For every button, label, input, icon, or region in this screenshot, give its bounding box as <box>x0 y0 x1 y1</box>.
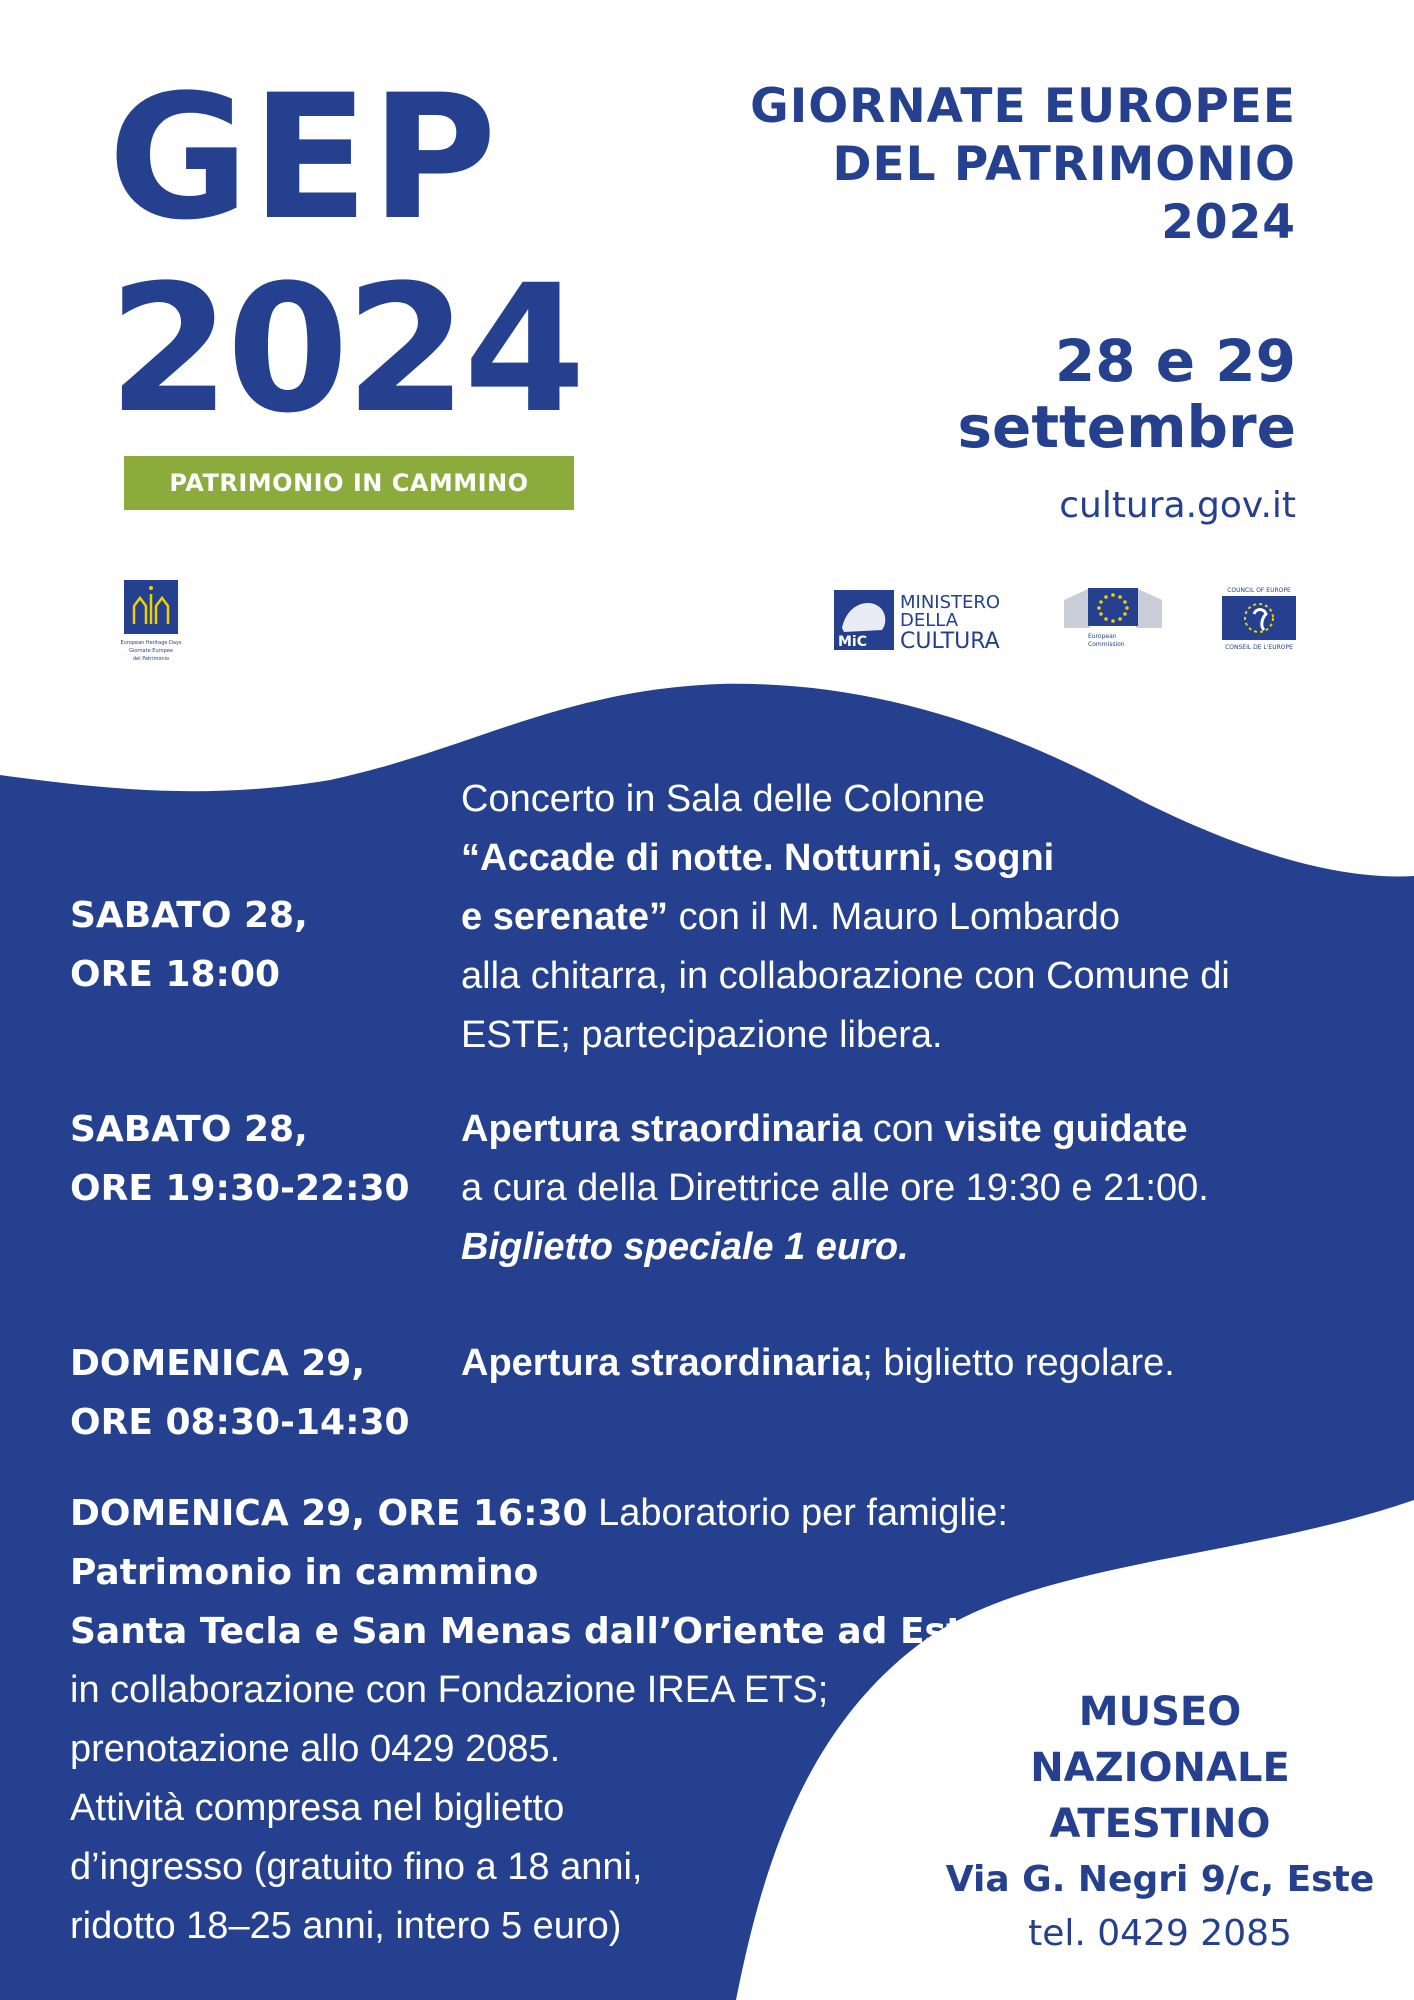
event-2-description <box>461 1100 1209 1277</box>
event-4-line: d’ingresso (gratuito fino a 18 anni, <box>70 1846 643 1888</box>
event-4 <box>70 1484 1008 1956</box>
coe-top-caption: COUNCIL OF EUROPE <box>1227 587 1291 594</box>
ec-caption-2: Commission <box>1088 641 1125 648</box>
event-1-description <box>461 770 1230 1065</box>
event-3-opening: Apertura straordinaria <box>461 1342 863 1384</box>
museum-name-line: NAZIONALE <box>1030 1745 1290 1791</box>
gep-logo-word: GEP <box>108 57 499 258</box>
event-2-when <box>70 1100 410 1218</box>
event-title-line: 2024 <box>1161 195 1296 250</box>
event-1-line: alla chitarra, in collaborazione con Comune di <box>461 955 1230 997</box>
event-title-line: DEL PATRIMONIO <box>832 137 1296 192</box>
event-1-day: SABATO 28, <box>70 895 308 936</box>
event-4-line: Attività compresa nel biglietto <box>70 1787 565 1829</box>
event-2-ticket: Biglietto speciale 1 euro. <box>461 1226 909 1268</box>
event-3-day: DOMENICA 29, <box>70 1343 366 1384</box>
event-4-subtitle: Santa Tecla e San Menas dall’Oriente ad Este <box>70 1611 988 1652</box>
event-4-line: in collaborazione con Fondazione IREA ETS; <box>70 1669 829 1711</box>
ministero-cultura-logo <box>834 588 1016 652</box>
mic-line-1: MINISTERO <box>900 592 1001 613</box>
event-2-opening: Apertura straordinaria <box>461 1108 863 1150</box>
event-2-line <box>461 1100 1209 1159</box>
mic-line-3: CULTURA <box>900 629 1000 652</box>
event-1-concert-title-end: e serenate” <box>461 896 669 938</box>
event-4-when: DOMENICA 29, ORE 16:30 <box>70 1493 588 1534</box>
event-dates-month: settembre <box>957 393 1296 461</box>
ehd-caption-3: del Patrimonio <box>132 656 170 662</box>
museum-phone[interactable]: tel. 0429 2085 <box>1028 1913 1292 1954</box>
event-4-type: Laboratorio per famiglie: <box>587 1492 1008 1534</box>
museum-name <box>880 1684 1414 1852</box>
museum-name-line: ATESTINO <box>1049 1801 1271 1847</box>
event-1-line <box>461 888 1230 947</box>
event-2-time: ORE 19:30-22:30 <box>70 1168 410 1209</box>
event-1-when <box>70 886 308 1004</box>
event-dates-days: 28 e 29 <box>1054 327 1296 395</box>
event-3-line <box>461 1334 1175 1393</box>
event-1-time: ORE 18:00 <box>70 954 281 995</box>
event-3-time: ORE 08:30-14:30 <box>70 1402 410 1443</box>
event-3-description <box>461 1334 1175 1393</box>
ehd-caption-2: Giornate Europee <box>129 648 173 654</box>
ehd-caption-1: European Heritage Days <box>120 640 182 646</box>
event-3-ticket: ; biglietto regolare. <box>862 1342 1175 1384</box>
event-3-when <box>70 1334 410 1452</box>
council-of-europe-logo <box>1218 584 1300 652</box>
event-4-line: ridotto 18–25 anni, intero 5 euro) <box>70 1905 622 1947</box>
museum-address: Via G. Negri 9/c, Este <box>945 1859 1375 1900</box>
website-link[interactable]: cultura.gov.it <box>1059 485 1296 526</box>
event-2-guided-tours: visite guidate <box>944 1108 1188 1150</box>
mic-mark: MiC <box>838 634 868 650</box>
event-2-connector: con <box>862 1108 945 1150</box>
museum-name-line: MUSEO <box>1078 1689 1242 1735</box>
event-1-line: Concerto in Sala delle Colonne <box>461 778 985 820</box>
event-1-line: ESTE; partecipazione libera. <box>461 1014 943 1056</box>
event-4-booking: prenotazione allo 0429 2085. <box>70 1728 561 1770</box>
event-title <box>750 78 1296 252</box>
patrimonio-in-cammino-badge: PATRIMONIO IN CAMMINO <box>124 456 574 510</box>
european-commission-logo <box>1060 580 1166 650</box>
gep-logo-year: 2024 <box>108 247 582 452</box>
ec-caption-1: European <box>1088 633 1117 640</box>
event-4-line <box>70 1484 1008 1543</box>
event-1-performer: con il M. Mauro Lombardo <box>668 896 1120 938</box>
event-4-title: Patrimonio in cammino <box>70 1552 539 1593</box>
event-1-concert-title: “Accade di notte. Notturni, sogni <box>461 837 1055 879</box>
event-title-line: GIORNATE EUROPEE <box>750 79 1296 134</box>
mic-line-2: DELLA <box>900 610 959 631</box>
event-2-day: SABATO 28, <box>70 1109 308 1150</box>
event-2-line: a cura della Direttrice alle ore 19:30 e 21:00. <box>461 1167 1209 1209</box>
coe-bottom-caption: CONSEIL DE L'EUROPE <box>1225 644 1293 651</box>
european-heritage-days-logo <box>118 578 184 670</box>
